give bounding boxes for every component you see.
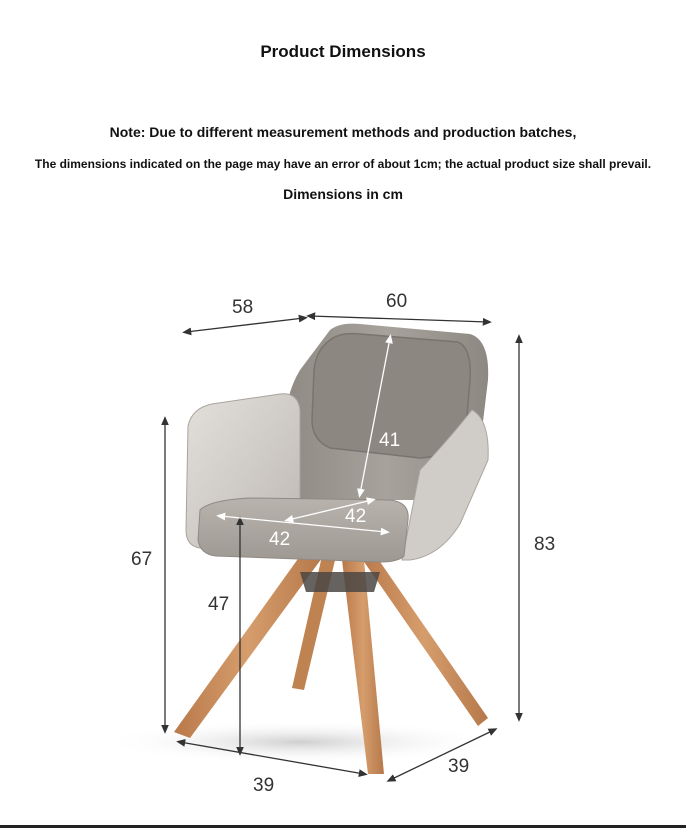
- dim-label-backrest-height: 41: [379, 430, 401, 451]
- floor-shadow: [100, 720, 500, 764]
- dim-label-overall-width: 60: [386, 291, 408, 312]
- swivel-mount: [300, 572, 380, 592]
- leg-back-right: [360, 556, 488, 726]
- units-label: Dimensions in cm: [283, 186, 403, 202]
- dim-label-seat-height: 47: [208, 594, 230, 615]
- dim-label-arm-height: 67: [131, 549, 153, 570]
- leg-front-left: [174, 556, 322, 738]
- note-line-2: The dimensions indicated on the page may have an error of about 1cm; the actual product size shall prevail.: [34, 157, 652, 171]
- note-line-1: Note: Due to different measurement methods and production batches,: [109, 124, 577, 140]
- dim-line-overall-width: [310, 316, 488, 322]
- dim-label-base-width: 39: [253, 775, 275, 796]
- dim-line-arm-depth: [186, 318, 304, 332]
- dim-label-arm-depth: 58: [232, 297, 254, 318]
- dim-label-seat-width: 42: [269, 529, 291, 550]
- seat-cushion: [198, 498, 408, 562]
- page-title: Product Dimensions: [260, 42, 426, 61]
- dim-label-seat-depth: 42: [345, 506, 367, 527]
- dim-label-base-depth: 39: [448, 756, 470, 777]
- dim-label-overall-height: 83: [534, 534, 556, 555]
